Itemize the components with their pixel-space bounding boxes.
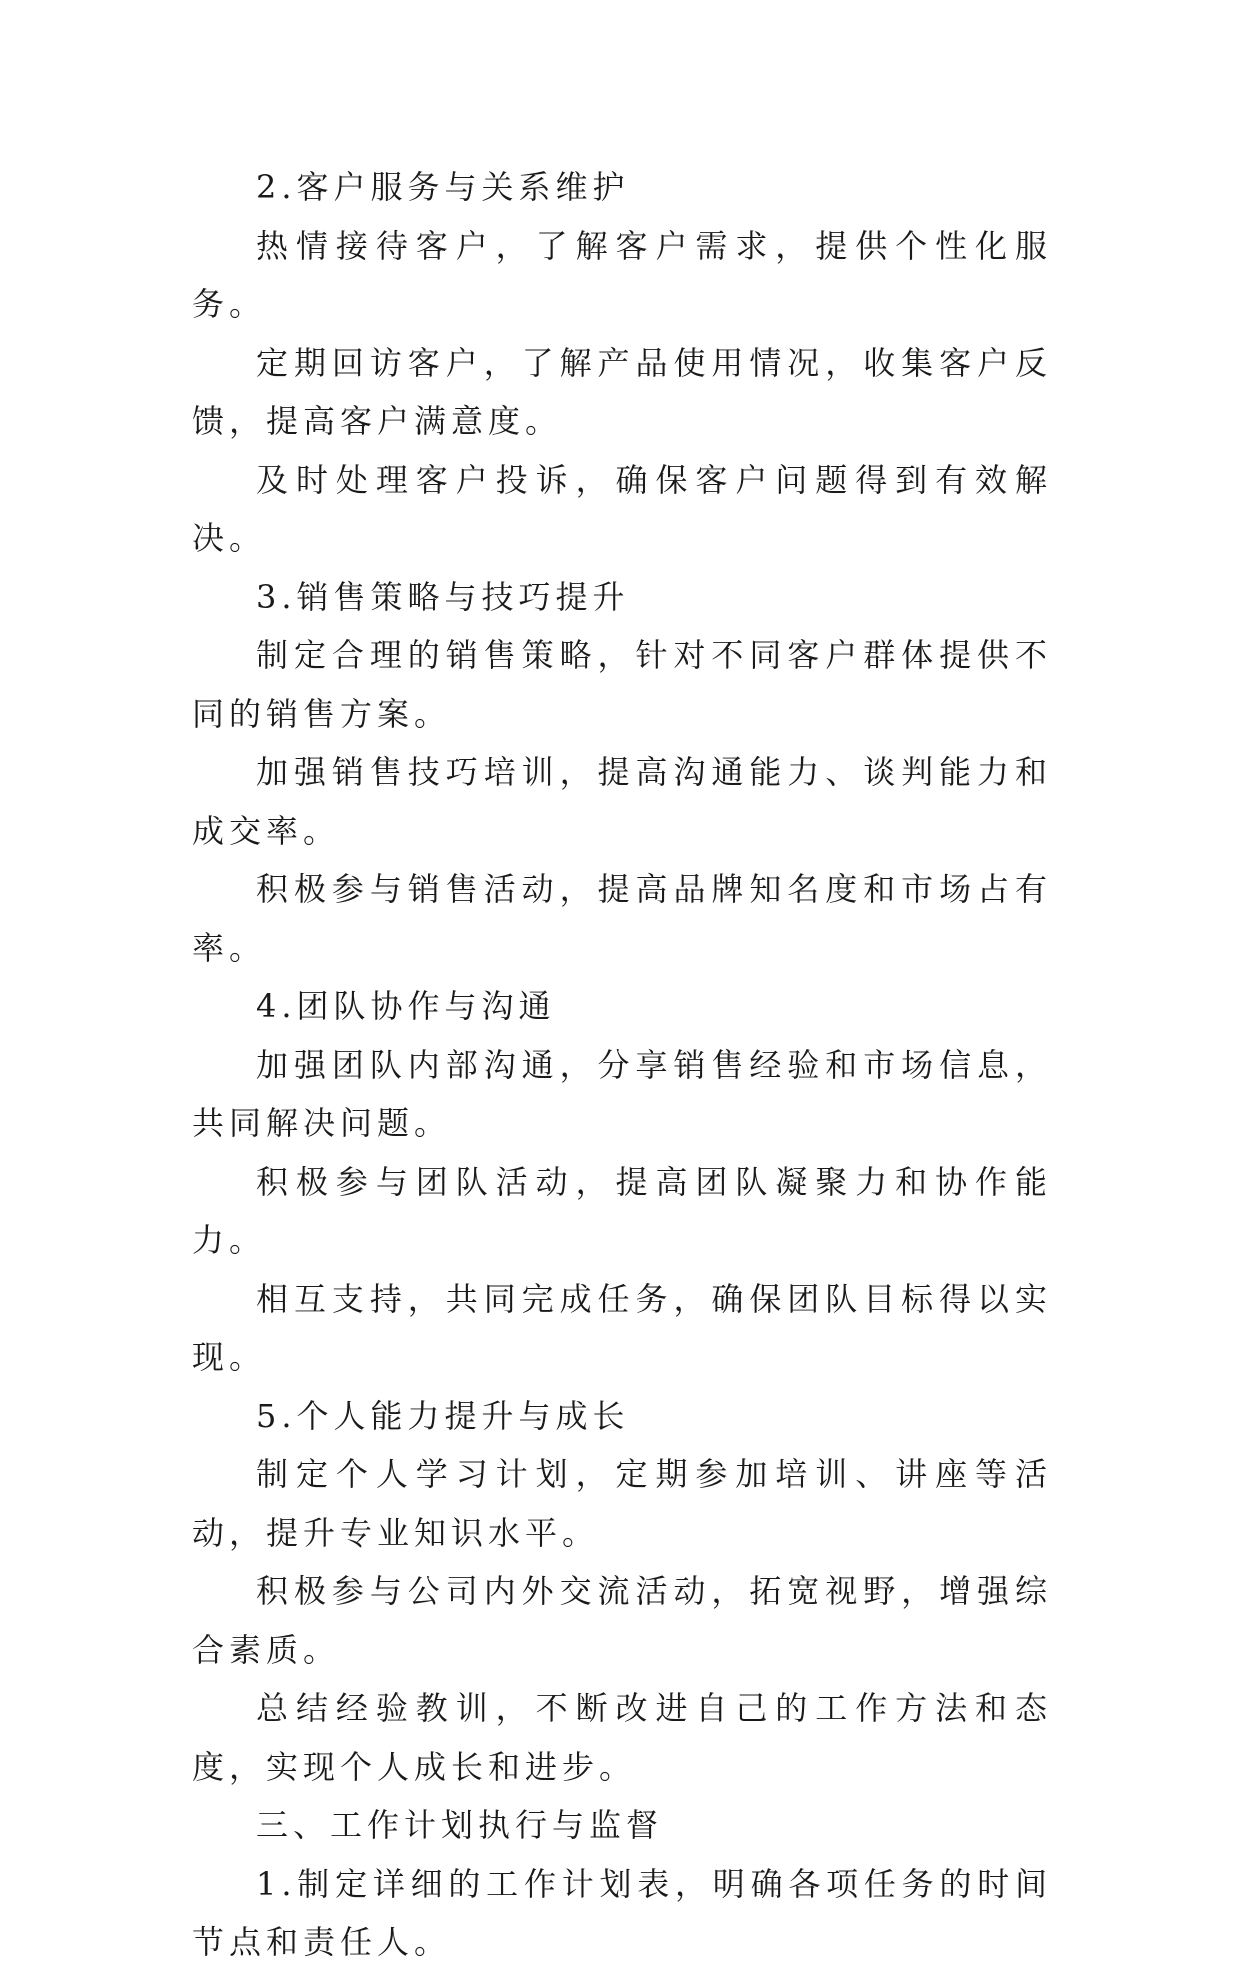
paragraph: 积极参与销售活动，提高品牌知名度和市场占有率。 [192,870,1052,967]
paragraph: 1.制定详细的工作计划表，明确各项任务的时间节点和责任人。 [192,1864,1052,1961]
paragraph: 积极参与团队活动，提高团队凝聚力和协作能力。 [192,1162,1052,1259]
section-heading-customer-service: 2.客户服务与关系维护 [256,168,630,206]
paragraph: 热情接待客户，了解客户需求，提供个性化服务。 [192,226,1052,323]
paragraph: 积极参与公司内外交流活动，拓宽视野，增强综合素质。 [192,1572,1052,1669]
paragraph: 制定个人学习计划，定期参加培训、讲座等活动，提升专业知识水平。 [192,1455,1052,1552]
paragraph: 制定合理的销售策略，针对不同客户群体提供不同的销售方案。 [192,636,1052,733]
paragraph: 总结经验教训，不断改进自己的工作方法和态度，实现个人成长和进步。 [192,1689,1052,1786]
section-heading-personal-growth: 5.个人能力提升与成长 [256,1396,630,1435]
paragraph: 定期回访客户，了解产品使用情况，收集客户反馈，提高客户满意度。 [192,343,1052,440]
document-body [192,158,1052,1972]
section-heading-teamwork: 4.团队协作与沟通 [256,987,556,1025]
section-heading-sales-strategy: 3.销售策略与技巧提升 [256,577,630,616]
paragraph: 及时处理客户投诉，确保客户问题得到有效解决。 [192,460,1052,557]
section-heading-plan-execution: 三、工作计划执行与监督 [256,1806,664,1844]
paragraph: 加强团队内部沟通，分享销售经验和市场信息，共同解决问题。 [192,1045,1052,1142]
paragraph: 加强销售技巧培训，提高沟通能力、谈判能力和成交率。 [192,753,1052,850]
paragraph: 相互支持，共同完成任务，确保团队目标得以实现。 [192,1279,1052,1376]
